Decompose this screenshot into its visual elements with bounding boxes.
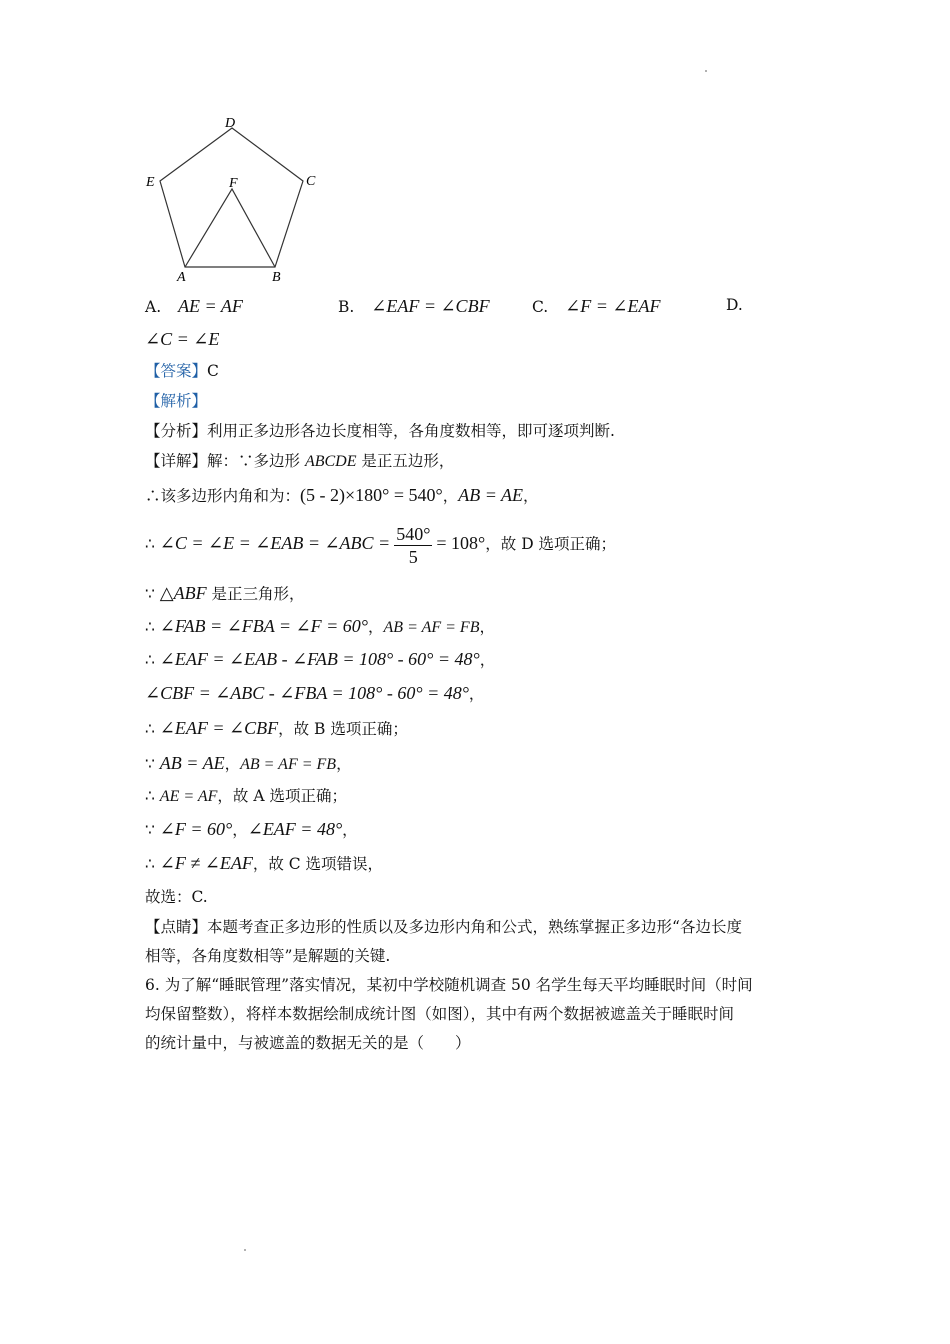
step-8-sep: ， [224, 755, 241, 773]
step-10-pre: ∵ [145, 821, 160, 839]
question-6-text-1: 6. 为了解“睡眠管理”落实情况，某初中学校随机调查 50 名学生每天平均睡眠时间（时间 [145, 976, 753, 994]
option-d [726, 296, 743, 314]
pentagon-figure [135, 108, 335, 286]
step-5-post: ， [479, 651, 496, 669]
step-6-math: ∠CBF = ∠ABC - ∠FBA = 108° - 60° = 48° [145, 683, 469, 703]
option-a [145, 296, 243, 317]
dianjing-text-2: 相等，各角度数相等”是解题的关键. [145, 947, 391, 965]
label-c: C [306, 174, 316, 189]
question-6-text-3: 的统计量中，与被遮盖的数据无关的是（ ） [145, 1034, 471, 1052]
step-10-math1: ∠F = 60° [159, 819, 233, 839]
xiangjie-text2: 是正五边形， [356, 452, 455, 470]
step-10-post: ， [342, 821, 358, 839]
step-5 [145, 648, 495, 671]
question-6-text-2: 均保留整数），将样本数据绘制成统计图（如图），其中有两个数据被遮盖关于睡眠时间 [145, 1005, 735, 1023]
page-mark-bottom [244, 1249, 246, 1251]
dianjing-text-1: 本题考查正多边形的性质以及多边形内角和公式，熟练掌握正多边形“各边长度 [207, 918, 742, 936]
dianjing-line-2 [145, 945, 390, 967]
step-1-math2: AB = AE [458, 485, 524, 505]
step-8 [145, 752, 352, 776]
pentagon-abcde [160, 128, 303, 267]
step-4-math2: AB = AF = FB [383, 619, 480, 636]
label-b: B [272, 270, 281, 285]
step-8-math2: AB = AF = FB [240, 756, 337, 773]
step-4-post: ， [479, 618, 495, 636]
triangle-abf [185, 189, 275, 267]
dianjing-tag: 【点睛】 [145, 918, 208, 936]
option-d-text: ∠C = ∠E [145, 329, 220, 349]
option-d-letter: D. [726, 296, 743, 314]
step-11-math: ∠F ≠ ∠EAF [159, 853, 253, 873]
step-4-math1: ∠FAB = ∠FBA = ∠F = 60° [159, 616, 369, 636]
step-3-post: 是正三角形， [206, 585, 305, 603]
step-6-post: ， [468, 685, 485, 703]
step-11-pre: ∴ [145, 855, 160, 873]
step-2-post: ，故 D 选项正确； [485, 535, 617, 553]
step-10 [145, 818, 358, 841]
step-2-numerator: 540° [396, 523, 431, 544]
step-3-math: △ABF [159, 583, 207, 603]
step-7-pre: ∴ [145, 720, 160, 738]
question-6-line-2 [145, 1003, 734, 1025]
step-1-sep: ， [442, 487, 459, 505]
step-5-math: ∠EAF = ∠EAB - ∠FAB = 108° - 60° = 48° [159, 649, 480, 669]
step-9-math: AE = AF [159, 788, 218, 805]
step-2-denominator: 5 [408, 546, 418, 567]
xiangjie-tag: 【详解】 [145, 452, 208, 470]
option-a-letter: A. [145, 298, 162, 316]
step-9-post: ，故 A 选项正确； [217, 787, 347, 805]
step-5-pre: ∴ [145, 651, 160, 669]
question-6-line-3 [145, 1032, 471, 1054]
step-4-pre: ∴ [145, 618, 160, 636]
step-7-math: ∠EAF = ∠CBF [159, 718, 279, 738]
step-11 [145, 852, 383, 875]
dianjing-line-1 [145, 916, 742, 938]
label-f: F [229, 176, 238, 191]
answer-tag: 【答案】 [145, 362, 208, 380]
option-d-text-line [145, 328, 219, 351]
label-e: E [146, 175, 155, 190]
step-8-pre: ∵ [145, 755, 160, 773]
option-b [338, 296, 490, 317]
step-12 [145, 886, 208, 908]
step-1-post: ， [523, 487, 539, 505]
xiangjie-math: ABCDE [304, 453, 357, 470]
label-a: A [177, 270, 186, 285]
option-c [532, 296, 660, 317]
option-b-letter: B. [338, 298, 355, 316]
xiangjie-text1: 解：∵多边形 [207, 452, 305, 470]
answer-value: C [207, 362, 219, 380]
option-c-letter: C. [532, 298, 549, 316]
option-b-text: ∠EAF = ∠CBF [371, 296, 490, 316]
step-9 [145, 785, 347, 808]
step-9-pre: ∴ [145, 787, 160, 805]
step-6 [145, 682, 484, 705]
step-8-math1: AB = AE [159, 753, 225, 773]
step-4-sep: ， [368, 618, 384, 636]
page-mark-top [705, 70, 707, 72]
xiangjie-line [145, 450, 454, 473]
fenxi-tag: 【分析】 [145, 422, 208, 440]
step-4 [145, 615, 495, 639]
fenxi-line [145, 420, 615, 442]
step-7 [145, 717, 408, 740]
step-2-pre: ∴ [145, 535, 160, 553]
step-10-math2: ∠EAF = 48° [247, 819, 343, 839]
answer-line [145, 360, 219, 382]
step-10-sep: ， [232, 821, 248, 839]
step-1 [145, 484, 539, 507]
step-12-text: 故选：C. [145, 888, 208, 906]
label-d: D [225, 116, 236, 131]
analysis-line [145, 390, 207, 412]
option-c-text: ∠F = ∠EAF [565, 296, 661, 316]
step-11-post: ，故 C 选项错误， [252, 855, 384, 873]
step-7-post: ，故 B 选项正确； [278, 720, 408, 738]
step-1-pre: ∴该多边形内角和为： [145, 487, 301, 505]
step-1-math1: (5 - 2)×180° = 540° [300, 485, 443, 505]
step-2-math2: = 108° [436, 533, 486, 553]
step-8-post: ， [336, 755, 352, 773]
step-2-math1: ∠C = ∠E = ∠EAB = ∠ABC = [159, 533, 391, 553]
step-3 [145, 582, 305, 605]
step-2 [145, 520, 616, 568]
question-6-line-1 [145, 974, 753, 996]
analysis-tag: 【解析】 [145, 392, 208, 410]
option-a-text: AE = AF [178, 296, 243, 316]
step-2-fraction [394, 523, 432, 568]
fenxi-text: 利用正多边形各边长度相等，各角度数相等，即可逐项判断. [207, 422, 615, 440]
step-3-pre: ∵ [145, 585, 160, 603]
